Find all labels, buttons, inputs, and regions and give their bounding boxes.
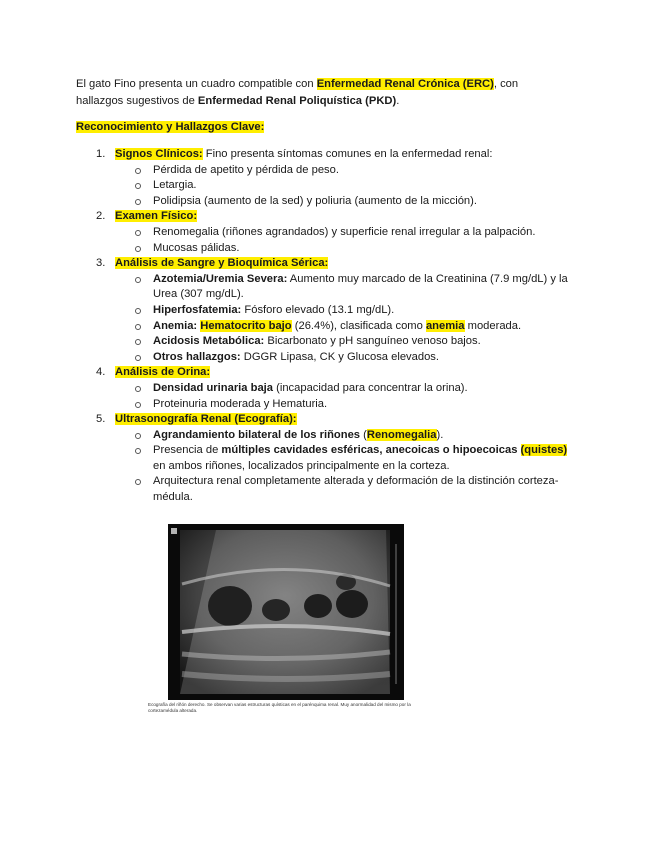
circle-bullet-icon bbox=[135, 448, 141, 454]
circle-bullet-icon bbox=[135, 433, 141, 439]
circle-bullet-icon bbox=[135, 386, 141, 392]
circle-bullet-icon bbox=[135, 355, 141, 361]
circle-bullet-icon bbox=[135, 246, 141, 252]
circle-bullet-icon bbox=[135, 479, 141, 485]
item-text: ( bbox=[360, 428, 367, 441]
highlight-quistes: (quistes) bbox=[520, 444, 568, 457]
list-item bbox=[115, 474, 576, 505]
item-text: (incapacidad para concentrar la orina). bbox=[273, 381, 468, 394]
list-item bbox=[115, 397, 576, 413]
section-text: Fino presenta síntomas comunes en la enfermedad renal: bbox=[202, 148, 493, 160]
item-text: (26.4%), clasificada como bbox=[291, 319, 426, 332]
section-title: Análisis de Orina: bbox=[115, 366, 211, 379]
highlight-renomegalia: Renomegalia bbox=[366, 428, 437, 441]
item-text: Fósforo elevado (13.1 mg/dL). bbox=[241, 303, 395, 316]
findings-section bbox=[76, 365, 576, 412]
list-item bbox=[115, 225, 576, 241]
item-text: Mucosas pálidas. bbox=[153, 241, 240, 254]
list-item bbox=[115, 319, 576, 335]
erc-highlight: Enfermedad Renal Crónica (ERC) bbox=[316, 78, 494, 90]
item-bold: Densidad urinaria baja bbox=[153, 381, 273, 394]
ultrasound-graphic bbox=[168, 524, 404, 700]
findings-list bbox=[76, 147, 576, 506]
item-bold: Agrandamiento bilateral de los riñones bbox=[153, 428, 361, 441]
highlight-hematocrit: Hematocrito bajo bbox=[200, 319, 292, 332]
item-bold: Acidosis Metabólica: bbox=[153, 335, 265, 348]
item-text: DGGR Lipasa, CK y Glucosa elevados. bbox=[240, 350, 440, 363]
section-number: 4. bbox=[96, 366, 106, 379]
section-title: Ultrasonografía Renal (Ecografía): bbox=[115, 413, 297, 426]
item-text: Aumento muy marcado de la Creatinina (7.9 mg/dL) y la Urea (307 mg/dL). bbox=[153, 272, 568, 301]
list-item bbox=[115, 178, 576, 194]
intro-paragraph bbox=[76, 76, 556, 109]
section-heading: Reconocimiento y Hallazgos Clave: bbox=[76, 121, 265, 133]
sub-list bbox=[115, 428, 576, 506]
sub-list bbox=[115, 225, 576, 256]
pkd-term: Enfermedad Renal Poliquística (PKD) bbox=[197, 94, 397, 107]
circle-bullet-icon bbox=[135, 199, 141, 205]
item-text: Pérdida de apetito y pérdida de peso. bbox=[153, 163, 339, 176]
section-number: 5. bbox=[96, 413, 106, 426]
list-item bbox=[115, 381, 576, 397]
findings-section bbox=[76, 209, 576, 256]
item-bold: Anemia: bbox=[153, 319, 198, 332]
circle-bullet-icon bbox=[135, 230, 141, 236]
section-title: Análisis de Sangre y Bioquímica Sérica: bbox=[115, 257, 329, 270]
list-item bbox=[115, 241, 576, 257]
item-text: Bicarbonato y pH sanguíneo venoso bajos. bbox=[264, 335, 481, 348]
item-text: Polidipsia (aumento de la sed) y poliuria (aumento de la micción). bbox=[153, 194, 477, 207]
circle-bullet-icon bbox=[135, 324, 141, 330]
item-bold: Otros hallazgos: bbox=[153, 350, 241, 363]
highlight-anemia: anemia bbox=[425, 319, 465, 332]
intro-text: . bbox=[396, 94, 400, 107]
figure-caption: Ecografía del riñón derecho. Se observan varias estructuras quísticas en el parénquima renal. Muy anormalidad del mismo por la cortezamédula alterada. bbox=[148, 702, 411, 714]
item-text: ). bbox=[436, 428, 444, 441]
list-item bbox=[115, 303, 576, 319]
section-title: Signos Clínicos: bbox=[115, 148, 203, 160]
circle-bullet-icon bbox=[135, 183, 141, 189]
findings-section bbox=[76, 256, 576, 365]
ultrasound-image bbox=[168, 524, 404, 700]
circle-bullet-icon bbox=[135, 168, 141, 174]
findings-section bbox=[76, 412, 576, 506]
sub-list bbox=[115, 163, 576, 210]
list-item bbox=[115, 194, 576, 210]
circle-bullet-icon bbox=[135, 277, 141, 283]
section-title: Examen Físico: bbox=[115, 210, 198, 223]
item-text: Proteinuria moderada y Hematuria. bbox=[153, 397, 328, 410]
circle-bullet-icon bbox=[135, 339, 141, 345]
circle-bullet-icon bbox=[135, 402, 141, 408]
item-text: en ambos riñones, localizados principalmente en la corteza. bbox=[153, 459, 450, 472]
list-item bbox=[115, 350, 576, 366]
findings-section bbox=[76, 147, 576, 209]
item-text: Arquitectura renal completamente alterada y deformación de la distinción corteza-médula. bbox=[153, 475, 559, 504]
section-number: 2. bbox=[96, 210, 106, 223]
item-bold: Hiperfosfatemia: bbox=[153, 303, 242, 316]
intro-text: El gato Fino presenta un cuadro compatible con bbox=[76, 78, 317, 90]
section-number: 1. bbox=[96, 148, 106, 160]
item-text: moderada. bbox=[464, 319, 522, 332]
list-item bbox=[115, 428, 576, 444]
item-bold: Azotemia/Uremia Severa: bbox=[153, 272, 288, 285]
sub-list bbox=[115, 272, 576, 366]
sub-list bbox=[115, 381, 576, 412]
item-text: Letargia. bbox=[153, 179, 197, 192]
list-item bbox=[115, 272, 576, 303]
item-text: Renomegalia (riñones agrandados) y superficie renal irregular a la palpación. bbox=[153, 225, 536, 238]
circle-bullet-icon bbox=[135, 308, 141, 314]
list-item bbox=[115, 163, 576, 179]
list-item bbox=[115, 334, 576, 350]
item-bold: múltiples cavidades esféricas, anecoicas o hipoecoicas bbox=[221, 444, 518, 457]
list-item bbox=[115, 443, 576, 474]
section-number: 3. bbox=[96, 257, 106, 270]
intro-text: , con hallazgos sugestivos de bbox=[76, 78, 519, 107]
item-text: Presencia de bbox=[153, 444, 222, 457]
